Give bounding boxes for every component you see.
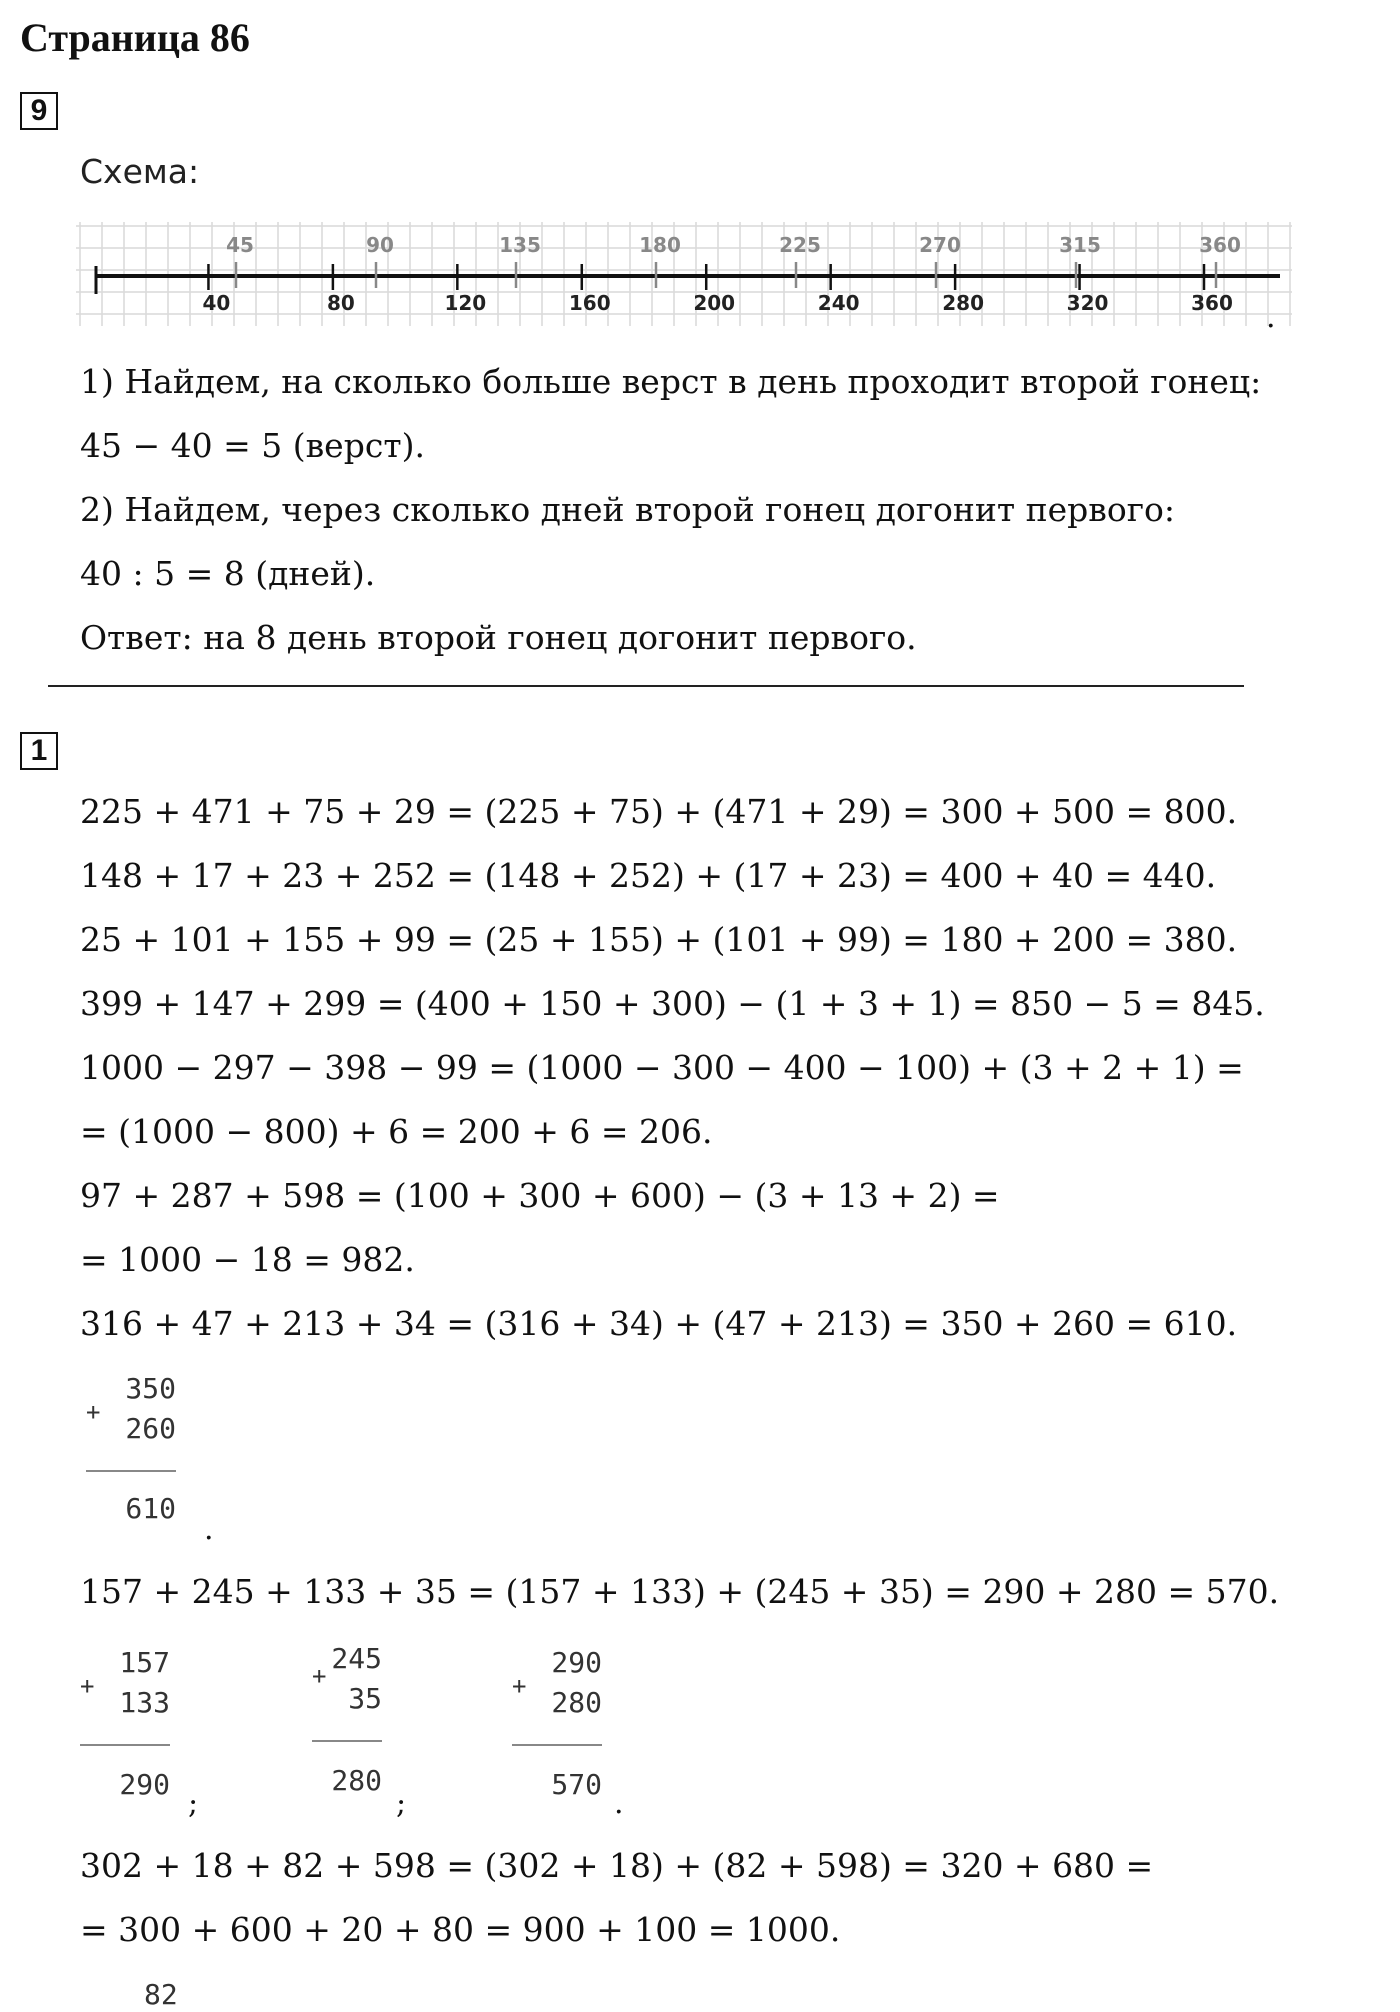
bottom-tick-label: 40 — [202, 291, 231, 315]
plus-sign: + — [80, 1672, 95, 1700]
bottom-tick-label: 120 — [444, 291, 487, 315]
task1-line-6: = (1000 − 800) + 6 = 200 + 6 = 206. — [80, 1112, 713, 1151]
sum-result: 280 — [331, 1764, 382, 1797]
top-tick-label: 315 — [1059, 233, 1101, 257]
task1-line-10: 157 + 245 + 133 + 35 = (157 + 133) + (245 + 35) = 290 + 280 = 570. — [80, 1572, 1280, 1611]
addend-1: 157 — [119, 1646, 170, 1679]
sum-result: 290 — [119, 1768, 170, 1801]
top-tick-label: 90 — [366, 233, 394, 257]
column-addition-3 — [312, 1642, 382, 1802]
column-addition-4 — [512, 1646, 602, 1806]
plus-sign: + — [512, 1672, 527, 1700]
column-addition-2 — [80, 1646, 170, 1806]
sum-bar — [512, 1744, 602, 1746]
bottom-tick-label: 80 — [326, 291, 355, 315]
bottom-tick-label: 320 — [1066, 291, 1109, 315]
task-number-9: 9 — [20, 92, 58, 130]
task-number-1: 1 — [20, 732, 58, 770]
calc-3-end: ; — [396, 1786, 407, 1821]
sum-bar — [80, 1744, 170, 1746]
top-tick-label: 360 — [1199, 233, 1241, 257]
task1-line-11: 302 + 18 + 82 + 598 = (302 + 18) + (82 + 598) = 320 + 680 = — [80, 1846, 1154, 1885]
bottom-tick-label: 200 — [693, 291, 736, 315]
task1-line-7: 97 + 287 + 598 = (100 + 300 + 600) − (3 + 13 + 2) = — [80, 1176, 1000, 1215]
addend-2: 260 — [125, 1412, 176, 1445]
addend-1: 290 — [551, 1646, 602, 1679]
task1-line-2: 148 + 17 + 23 + 252 = (148 + 252) + (17 + 23) = 400 + 40 = 440. — [80, 856, 1217, 895]
plus-sign: + — [312, 1662, 327, 1690]
task1-line-4: 399 + 147 + 299 = (400 + 150 + 300) − (1 + 3 + 1) = 850 − 5 = 845. — [80, 984, 1265, 1023]
bottom-tick-label: 360 — [1191, 291, 1233, 315]
task1-line-5: 1000 − 297 − 398 − 99 = (1000 − 300 − 400 − 100) + (3 + 2 + 1) = — [80, 1048, 1244, 1087]
task9-line-3: 2) Найдем, через сколько дней второй гонец догонит первого: — [80, 490, 1176, 529]
addend-2: 280 — [551, 1686, 602, 1719]
calc-1-end: . — [204, 1512, 214, 1547]
top-tick-label: 135 — [499, 233, 541, 257]
task1-line-3: 25 + 101 + 155 + 99 = (25 + 155) + (101 + 99) = 180 + 200 = 380. — [80, 920, 1238, 959]
top-tick-label: 270 — [919, 233, 961, 257]
task1-line-9: 316 + 47 + 213 + 34 = (316 + 34) + (47 + 213) = 350 + 260 = 610. — [80, 1304, 1238, 1343]
calc-4-end: . — [614, 1786, 624, 1821]
bottom-tick-label: 280 — [942, 291, 984, 315]
calc-2-end: ; — [188, 1786, 199, 1821]
section-divider — [48, 685, 1244, 687]
task1-line-1: 225 + 471 + 75 + 29 = (225 + 75) + (471 + 29) = 300 + 500 = 800. — [80, 792, 1238, 831]
task9-line-4: 40 : 5 = 8 (дней). — [80, 554, 376, 593]
scheme-end-dot: . — [1266, 300, 1276, 335]
bottom-tick-label: 160 — [568, 291, 611, 315]
scheme-number-line — [76, 218, 1296, 328]
page-title: Страница 86 — [20, 15, 250, 60]
trailing-number: 82 — [144, 1978, 178, 2011]
top-tick-label: 225 — [779, 233, 821, 257]
sum-bar — [86, 1470, 176, 1472]
task1-line-12: = 300 + 600 + 20 + 80 = 900 + 100 = 1000. — [80, 1910, 841, 1949]
sum-result: 570 — [551, 1768, 602, 1801]
addend-2: 133 — [119, 1686, 170, 1719]
addend-1: 350 — [125, 1372, 176, 1405]
task9-answer: Ответ: на 8 день второй гонец догонит первого. — [80, 618, 917, 657]
scheme-label: Схема: — [80, 152, 200, 191]
sum-bar — [312, 1740, 382, 1742]
addend-2: 35 — [348, 1682, 382, 1715]
task9-line-2: 45 − 40 = 5 (верст). — [80, 426, 425, 465]
top-tick-label: 45 — [226, 233, 254, 257]
task9-line-1: 1) Найдем, на сколько больше верст в день проходит второй гонец: — [80, 362, 1262, 401]
task1-line-8: = 1000 − 18 = 982. — [80, 1240, 415, 1279]
addend-1: 245 — [331, 1642, 382, 1675]
plus-sign: + — [86, 1398, 101, 1426]
bottom-tick-label: 240 — [817, 291, 860, 315]
top-tick-label: 180 — [639, 233, 681, 257]
sum-result: 610 — [125, 1492, 176, 1525]
column-addition-1 — [86, 1372, 176, 1532]
